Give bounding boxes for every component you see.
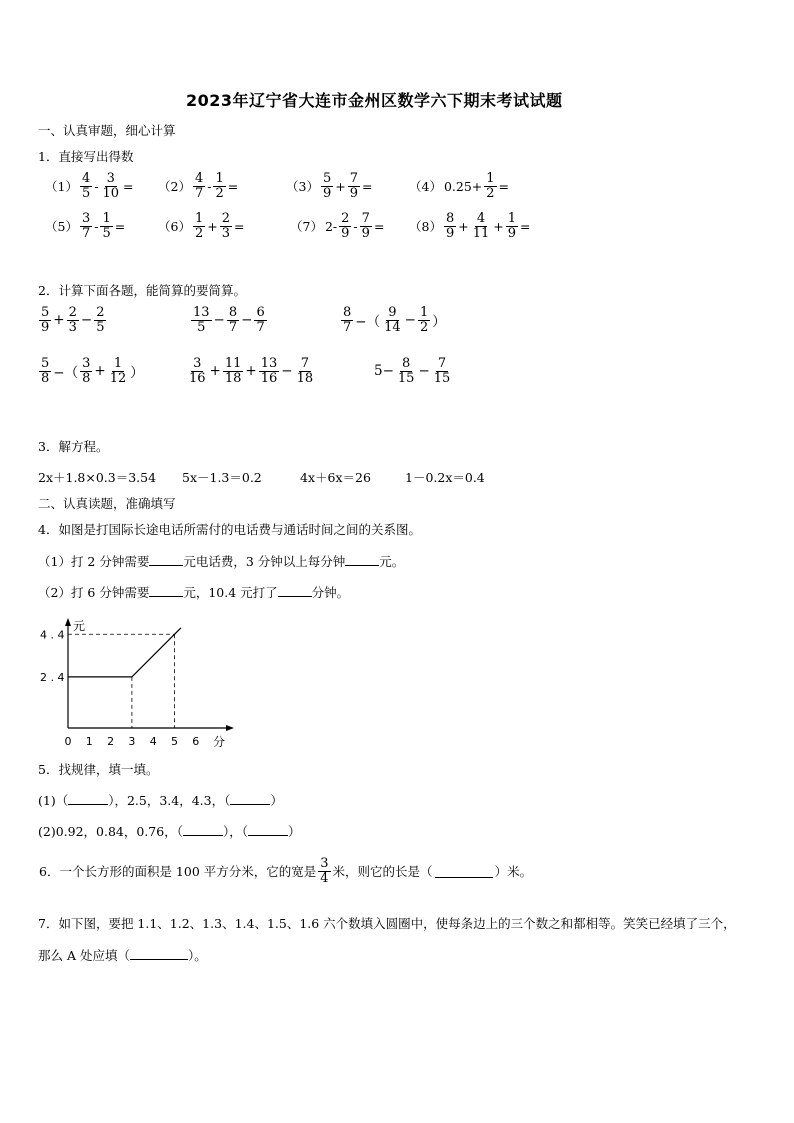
text: ），（ (222, 824, 248, 839)
fraction: $\frac{9}{14}$ (384, 305, 401, 335)
y-axis-label: 元 (73, 619, 86, 633)
fraction: $\frac{7}{18}$ (296, 356, 314, 386)
text: 元电话费，3 分钟以上每分钟 (183, 554, 346, 569)
operator: −（ (53, 365, 79, 382)
text: （2）打 6 分钟需要 (38, 585, 150, 600)
text: ） (287, 824, 301, 839)
fraction: $\frac{5}{9}$ (322, 171, 332, 201)
q2-expression-5 (186, 357, 316, 385)
fraction: $\frac{6}{7}$ (256, 305, 265, 335)
fraction: $\frac{4}{7}$ (194, 171, 204, 201)
paren: ） (130, 365, 144, 382)
text: ），2.5，3.4，4.3，（ (108, 793, 231, 808)
question-5-part-1 (38, 791, 283, 809)
answer-blank[interactable] (149, 553, 183, 566)
text: 那么 A 处应填（ (38, 948, 130, 963)
equals-sign: = (114, 218, 126, 234)
text: 元，10.4 元打了 (183, 585, 278, 600)
question-5-heading: 5．找规律，填一填。 (38, 762, 159, 777)
item-label: （2） (158, 179, 191, 195)
fraction: $\frac{1}{2}$ (419, 305, 429, 335)
operator: - (94, 218, 99, 234)
question-6 (38, 857, 533, 885)
fraction: $\frac{5}{8}$ (41, 356, 50, 386)
x-tick-label: 6 (192, 735, 200, 748)
question-5-part-2 (38, 822, 300, 840)
q2-expression-3 (340, 306, 447, 334)
x-tick-label: 1 (85, 735, 93, 748)
q2-expression-2 (190, 306, 268, 334)
item-label: （7） (290, 219, 323, 235)
item-label: （6） (158, 219, 191, 235)
fraction: $\frac{8}{15}$ (397, 356, 415, 386)
question-3-heading: 3．解方程。 (38, 439, 109, 454)
operator: + (209, 363, 221, 380)
item-label: （8） (409, 219, 442, 235)
x-tick-label: 2 (107, 735, 115, 748)
equation-4: 1－0.2x＝0.4 (405, 470, 485, 485)
fraction: $\frac{7}{15}$ (433, 356, 451, 386)
operator: - (94, 178, 99, 194)
text: (1)（ (38, 793, 69, 808)
fraction: $\frac{2}{3}$ (221, 211, 230, 241)
operator: + (94, 363, 106, 380)
fraction: $\frac{1}{2}$ (486, 171, 495, 201)
text: ）。 (187, 948, 207, 963)
text: 分钟。 (311, 585, 350, 600)
answer-blank[interactable] (130, 947, 188, 960)
answer-blank[interactable] (345, 553, 379, 566)
operator: − (213, 312, 225, 329)
item-label: （5） (45, 219, 78, 235)
question-7-line-2 (38, 946, 207, 964)
equals-sign: = (227, 178, 239, 194)
fraction: $\frac{2}{5}$ (96, 305, 105, 335)
phone-fee-chart (30, 610, 245, 752)
item-label: （3） (286, 179, 319, 195)
equals-sign: = (498, 178, 510, 194)
fraction: $\frac{1}{2}$ (215, 171, 224, 201)
q2-expression-6 (373, 357, 453, 385)
question-4-heading: 4．如图是打国际长途电话所需付的电话费与通话时间之间的关系图。 (38, 522, 421, 537)
equation-3: 4x＋6x＝26 (300, 470, 371, 485)
y-tick-label: 2 . 4 (40, 670, 65, 684)
q1-item-6 (157, 212, 245, 240)
prefix: 2- (324, 218, 338, 234)
question-7-line-1: 7．如下图，要把 1.1、1.2、1.3、1.4、1.5、1.6 六个数填入圆圈中，使每条边上的三个数之和都相等。笑笑已经填了三个， (38, 916, 736, 931)
answer-blank[interactable] (68, 792, 108, 805)
equals-sign: = (373, 218, 385, 234)
fraction: $\frac{4}{11}$ (472, 211, 490, 241)
fraction: $\frac{3}{16}$ (189, 356, 206, 386)
operator: + (207, 218, 218, 234)
q1-item-5 (44, 212, 126, 240)
q2-expression-1 (38, 306, 107, 334)
operator: + (493, 218, 504, 234)
page-title: 2023年辽宁省大连市金州区数学六下期末考试试题 (186, 91, 563, 110)
fraction: $\frac{4}{5}$ (81, 171, 91, 201)
fraction: $\frac{2}{9}$ (341, 211, 350, 241)
x-axis-label: 分 (213, 735, 226, 749)
answer-blank[interactable] (278, 584, 312, 597)
q1-item-2 (157, 172, 239, 200)
fraction: $\frac{7}{9}$ (349, 171, 358, 201)
fraction: $\frac{8}{7}$ (228, 305, 238, 335)
equation-1: 2x＋1.8×0.3＝3.54 (38, 470, 157, 485)
operator: − (241, 312, 253, 329)
q1-item-4 (408, 172, 510, 200)
operator: − (404, 312, 416, 329)
series-line (68, 628, 181, 677)
section-heading-1: 一、认真审题，细心计算 (38, 123, 176, 138)
fraction: $\frac{7}{9}$ (361, 211, 370, 241)
q2-expression-4 (38, 357, 145, 385)
fraction: $\frac{1}{12}$ (109, 356, 127, 386)
item-label: （1） (45, 179, 78, 195)
equation-2: 5x－1.3＝0.2 (182, 470, 262, 485)
y-axis-arrow (65, 618, 71, 626)
x-tick-label: 5 (171, 735, 178, 748)
fraction: $\frac{8}{9}$ (445, 211, 455, 241)
equals-sign: = (234, 218, 245, 234)
fraction: $\frac{8}{7}$ (343, 305, 352, 335)
equals-sign: = (123, 178, 134, 194)
text: 元。 (379, 554, 405, 569)
x-tick-label: 3 (128, 735, 136, 748)
paren: ） (432, 314, 446, 331)
operator: + (53, 312, 65, 329)
operator: − (418, 363, 430, 380)
fraction: $\frac{3}{10}$ (102, 171, 120, 201)
text: 6．一个长方形的面积是 100 平方分米，它的宽是 (39, 864, 317, 880)
operator: - (353, 218, 358, 234)
fraction: $\frac{3}{8}$ (82, 356, 91, 386)
operator: + (245, 363, 257, 380)
y-tick-label: 4 . 4 (40, 628, 65, 642)
answer-blank[interactable] (149, 584, 183, 597)
answer-blank[interactable] (435, 865, 493, 878)
q1-item-7 (289, 212, 385, 240)
chart-axes (65, 618, 234, 749)
fraction: $\frac{1}{9}$ (507, 211, 517, 241)
operator: + (335, 178, 346, 194)
operator: −（ (355, 314, 381, 331)
x-tick-label: 4 (149, 735, 157, 748)
fraction: $\frac{5}{9}$ (41, 305, 50, 335)
prefix: 0.25+ (443, 178, 483, 194)
x-tick-label: 0 (64, 735, 72, 748)
x-axis-arrow (226, 725, 234, 731)
text: ）米。 (494, 864, 533, 880)
answer-blank[interactable] (183, 823, 223, 836)
fraction: $\frac{1}{5}$ (102, 211, 111, 241)
question-2-heading: 2．计算下面各题，能简算的要简算。 (38, 283, 246, 298)
fraction: $\frac{13}{5}$ (193, 305, 210, 335)
text: （1）打 2 分钟需要 (38, 554, 150, 569)
item-label: （4） (409, 179, 442, 195)
question-4-part-2 (38, 583, 349, 601)
fraction: $\frac{3}{4}$ (320, 856, 329, 886)
prefix: 5− (374, 363, 394, 380)
fraction: $\frac{2}{3}$ (68, 305, 77, 335)
text: ） (270, 793, 283, 808)
question-1-heading: 1．直接写出得数 (38, 149, 134, 164)
text: (2)0.92，0.84，0.76，（ (38, 824, 183, 839)
fraction: $\frac{1}{2}$ (194, 211, 204, 241)
fraction: $\frac{11}{18}$ (224, 356, 242, 386)
fraction: $\frac{13}{16}$ (260, 356, 278, 386)
q1-item-1 (44, 172, 135, 200)
answer-blank[interactable] (230, 792, 270, 805)
question-4-part-1 (38, 552, 404, 570)
operator: - (207, 178, 212, 194)
answer-blank[interactable] (248, 823, 288, 836)
q1-item-8 (408, 212, 532, 240)
equals-sign: = (362, 178, 373, 194)
q1-item-3 (285, 172, 373, 200)
fraction: $\frac{3}{7}$ (81, 211, 91, 241)
equals-sign: = (520, 218, 531, 234)
text: 米，则它的长是（ (332, 864, 433, 880)
operator: − (281, 363, 293, 380)
section-heading-2: 二、认真读题，准确填写 (38, 496, 176, 511)
operator: − (80, 312, 93, 329)
operator: + (458, 218, 469, 234)
